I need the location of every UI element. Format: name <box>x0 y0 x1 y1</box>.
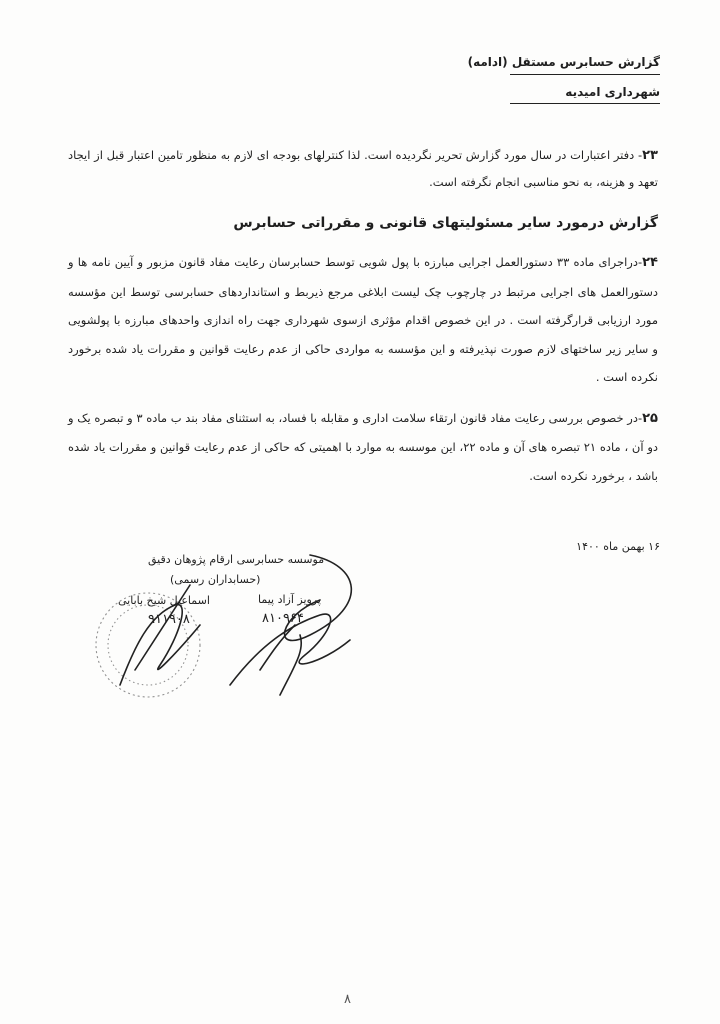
partner-membership-number: ۹۱۱۹۰۸ <box>148 612 190 627</box>
paragraph-24 <box>68 248 658 392</box>
paragraph-text: -دراجرای ماده ۳۳ دستورالعمل اجرایی مبارزه با پول شویی توسط حسابرسان رعایت مفاد قانون مزبور و آیین نامه ها و دستورالعمل های اجرایی مرتبط در چارچوب چک لیست ابلاغی مرجع ذیربط و استانداردهای حسابرسی توسط این مؤسسه مورد ارزیابی قرارگرفته است . در این خصوص اقدام مؤثری ازسوی شهرداری جهت راه اندازی واحدهای مبارزه با پولشویی و سایر زیر ساختهای لازم صورت نپذیرفته و این مؤسسه به مواردی حاکی از عدم رعایت قوانین و مقررات یاد شده برخورد نکرده است . <box>68 255 658 384</box>
report-header-municipality: شهرداری امیدیه <box>565 85 660 99</box>
paragraph-number: ۲۵ <box>642 411 658 426</box>
partner-name: اسماعیل شیخ بابایی <box>118 594 210 607</box>
header-underline <box>510 74 660 75</box>
paragraph-number: ۲۳ <box>642 148 658 163</box>
page-number: ۸ <box>344 992 351 1007</box>
section-heading: گزارش درمورد سایر مسئولیتهای قانونی و مقرراتی حسابرس <box>233 215 658 231</box>
report-date: ۱۶ بهمن ماه ۱۴۰۰ <box>576 540 660 553</box>
paragraph-25 <box>68 404 658 491</box>
paragraph-number: ۲۴ <box>642 255 658 270</box>
seal-stamp-icon <box>80 545 380 705</box>
firm-designation: (حسابداران رسمی) <box>170 573 261 586</box>
header-underline <box>510 103 660 104</box>
paragraph-23 <box>68 142 658 196</box>
report-header-title: گزارش حسابرس مستقل (ادامه) <box>467 55 660 69</box>
paragraph-text: - دفتر اعتبارات در سال مورد گزارش تحریر نگردیده است. لذا کنترلهای بودجه ای لازم به منظور تامین اعتبار قبل از ایجاد تعهد و هزینه، به نحو مناسبی انجام نگرفته است. <box>68 148 658 189</box>
auditing-firm-name: موسسه حسابرسی ارقام پژوهان دقیق <box>148 553 325 566</box>
partner-membership-number: ۸۱۰۹۶۴ <box>262 611 304 626</box>
partner-name: پرویز آزاد پیما <box>258 593 321 606</box>
paragraph-text: -در خصوص بررسی رعایت مفاد قانون ارتقاء سلامت اداری و مقابله با فساد، به استثنای مفاد بند ب ماده ۳ و تبصره یک و دو آن ، ماده ۲۱ تبصره های آن و ماده ۲۲، این موسسه به موارد با اهمیتی که حاکی از عدم رعایت قوانین و مقررات یاد شده باشد ، برخورد نکرده است. <box>68 411 658 483</box>
